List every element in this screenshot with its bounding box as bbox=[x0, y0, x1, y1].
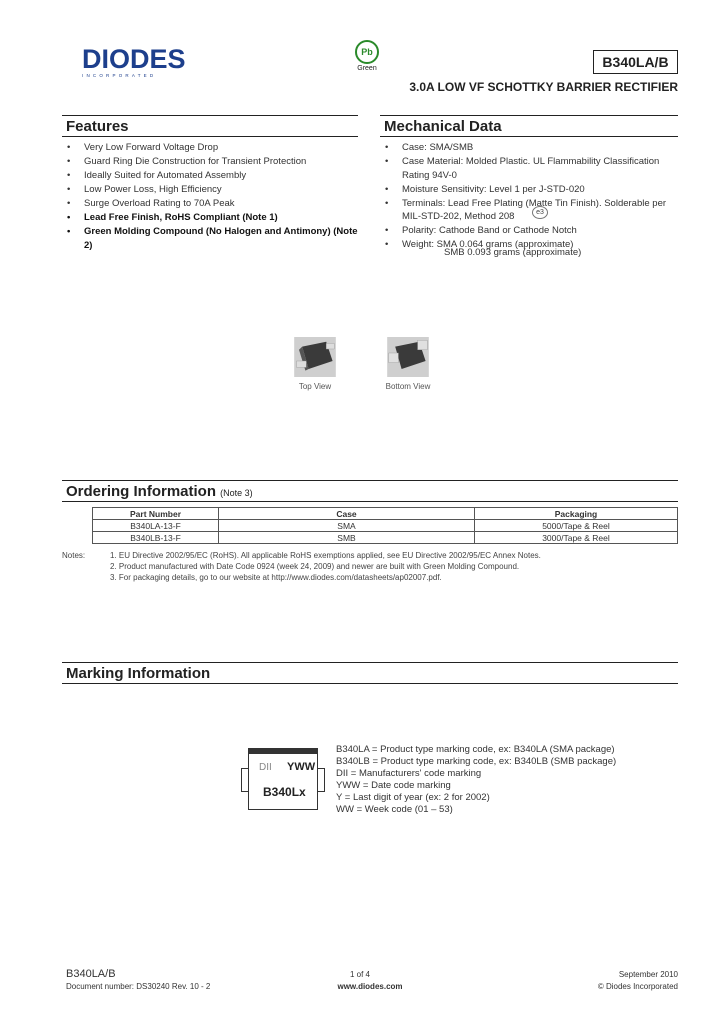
cell-packaging: 3000/Tape & Reel bbox=[475, 532, 678, 544]
mechanical-item: • Case: SMA/SMB bbox=[380, 141, 678, 155]
marking-line: YWW = Date code marking bbox=[336, 780, 451, 791]
note-3: 3. For packaging details, go to our website at http://www.diodes.com/datasheets/ap02007.pdf. bbox=[110, 573, 442, 582]
marking-line: WW = Week code (01 – 53) bbox=[336, 804, 453, 815]
mechanical-item: • Polarity: Cathode Band or Cathode Notch bbox=[380, 224, 678, 238]
feature-item: • Guard Ring Die Construction for Transient Protection bbox=[62, 155, 358, 169]
bottom-view-caption: Bottom View bbox=[385, 382, 431, 391]
mechanical-data-heading: Mechanical Data bbox=[380, 115, 678, 137]
footer-page: 1 of 4 bbox=[349, 970, 370, 979]
top-view-caption: Top View bbox=[298, 382, 332, 391]
footer-doc-number: Document number: DS30240 Rev. 10 - 2 bbox=[66, 982, 211, 991]
logo-subtext: INCORPORATED bbox=[82, 73, 157, 78]
table-header-row bbox=[93, 508, 678, 520]
marking-line: Y = Last digit of year (ex: 2 for 2002) bbox=[336, 792, 490, 803]
feature-item: • Very Low Forward Voltage Drop bbox=[62, 141, 358, 155]
col-case: Case bbox=[219, 508, 475, 520]
mechanical-item: • Weight: SMA 0.064 grams (approximate) bbox=[380, 238, 678, 252]
cell-part: B340LB-13-F bbox=[93, 532, 219, 544]
footer-copyright: © Diodes Incorporated bbox=[597, 982, 678, 991]
mechanical-data-list bbox=[380, 141, 678, 252]
ordering-info-heading bbox=[62, 480, 678, 502]
notes-list bbox=[110, 550, 678, 583]
sma-package-bottom-icon bbox=[382, 337, 434, 377]
lead-right bbox=[317, 768, 325, 792]
cathode-band bbox=[249, 749, 317, 754]
marking-line: DII = Manufacturers' code marking bbox=[336, 768, 482, 779]
feature-item: • Green Molding Compound (No Halogen and Antimony) (Note 2) bbox=[62, 225, 358, 252]
feature-item: • Lead Free Finish, RoHS Compliant (Note 1) bbox=[62, 211, 358, 225]
page-subtitle: 3.0A LOW VF SCHOTTKY BARRIER RECTIFIER bbox=[409, 80, 678, 94]
cell-packaging: 5000/Tape & Reel bbox=[475, 520, 678, 532]
note-2: 2. Product manufactured with Date Code 0924 (week 24, 2009) and newer are built with Green Molding Compound. bbox=[110, 562, 520, 571]
green-label: Green bbox=[357, 65, 377, 72]
ordering-note-ref: (Note 3) bbox=[220, 488, 253, 498]
logo-text: DIODES bbox=[82, 44, 186, 74]
marking-line: B340LA = Product type marking code, ex: B340LA (SMA package) bbox=[336, 744, 615, 755]
marking-legend bbox=[336, 744, 616, 816]
table-row bbox=[93, 532, 678, 544]
sma-package-top-icon bbox=[289, 337, 341, 377]
col-part-number: Part Number bbox=[93, 508, 219, 520]
green-lead-free-badge bbox=[352, 40, 382, 80]
part-number-box: B340LA/B bbox=[593, 50, 678, 74]
product-code: B340Lx bbox=[263, 785, 306, 799]
pb-free-icon: Pb bbox=[355, 40, 379, 64]
ordering-title: Ordering Information bbox=[66, 483, 216, 500]
col-packaging: Packaging bbox=[475, 508, 678, 520]
footer-date: September 2010 bbox=[618, 970, 678, 979]
date-code: YWW bbox=[287, 761, 316, 773]
marking-info-heading: Marking Information bbox=[62, 662, 678, 684]
mechanical-item: • Case Material: Molded Plastic. UL Flammability Classification Rating 94V-0 bbox=[380, 155, 678, 182]
mechanical-item: • Moisture Sensitivity: Level 1 per J-STD-020 bbox=[380, 183, 678, 197]
weight-smb: SMB 0.093 grams (approximate) bbox=[444, 247, 582, 258]
bottom-view-image bbox=[382, 337, 434, 391]
footer-part: B340LA/B bbox=[66, 968, 116, 980]
diodes-logo bbox=[82, 46, 202, 76]
mfr-code: DII bbox=[259, 762, 272, 773]
feature-item: • Ideally Suited for Automated Assembly bbox=[62, 169, 358, 183]
e3-icon: e3 bbox=[532, 206, 548, 219]
top-view-image bbox=[289, 337, 341, 391]
notes-label: Notes: bbox=[62, 551, 86, 560]
footer-website[interactable]: www.diodes.com bbox=[337, 982, 403, 991]
feature-item: • Low Power Loss, High Efficiency bbox=[62, 183, 358, 197]
feature-item: • Surge Overload Rating to 70A Peak bbox=[62, 197, 358, 211]
cell-part: B340LA-13-F bbox=[93, 520, 219, 532]
features-heading: Features bbox=[62, 115, 358, 137]
ordering-table bbox=[92, 507, 678, 544]
note-1: 1. EU Directive 2002/95/EC (RoHS). All applicable RoHS exemptions applied, see EU Directive 2002/95/EC Annex Notes. bbox=[110, 551, 541, 560]
marking-package-diagram bbox=[241, 748, 325, 810]
mechanical-item: • Terminals: Lead Free Plating (Matte Tin Finish). Solderable per MIL-STD-202, Method 208 bbox=[380, 197, 678, 224]
cell-case: SMA bbox=[219, 520, 475, 532]
cell-case: SMB bbox=[219, 532, 475, 544]
marking-line: B340LB = Product type marking code, ex: B340LB (SMB package) bbox=[336, 756, 617, 767]
table-row bbox=[93, 520, 678, 532]
package-body bbox=[248, 748, 318, 810]
features-list bbox=[62, 141, 358, 253]
